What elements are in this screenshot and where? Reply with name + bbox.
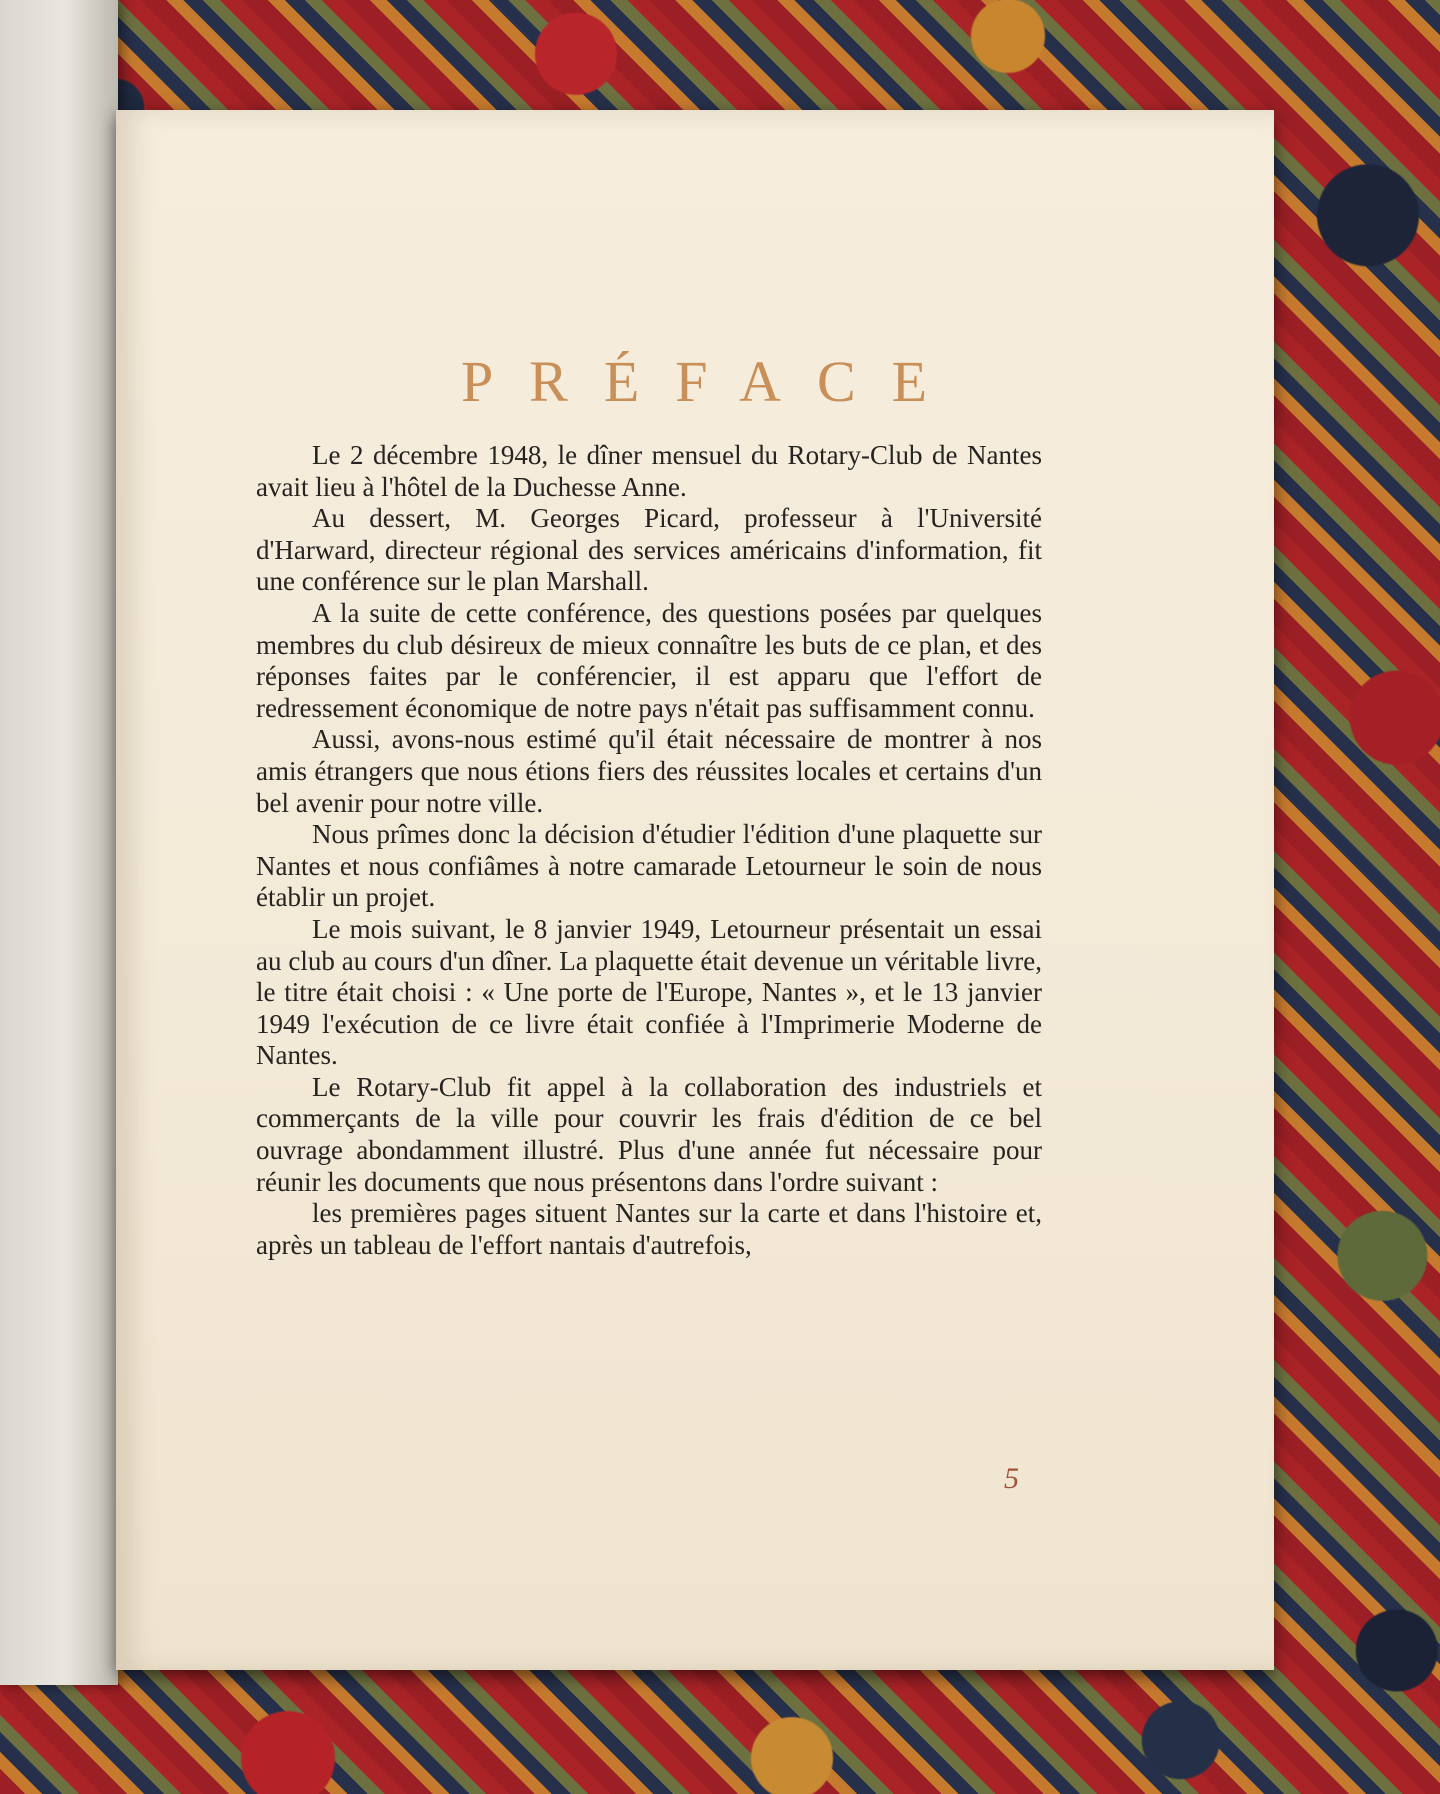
paragraph-8: les premières pages situent Nantes sur la carte et dans l'histoire et, après un tableau de l'effort nantais d'autrefois, [256, 1198, 1042, 1260]
preface-body [256, 440, 1042, 1261]
paragraph-1: Le 2 décembre 1948, le dîner mensuel du Rotary-Club de Nantes avait lieu à l'hôtel de la Duchesse Anne. [256, 440, 1042, 502]
paragraph-6: Le mois suivant, le 8 janvier 1949, Letourneur présentait un essai au club au cours d'un dîner. La plaquette était devenue un véritable livre, le titre était choisi : « Une porte de l'Europe, Nantes », et le 13 janvier 1949 l'exécution de ce livre était confiée à l'Imprimerie Moderne de Nantes. [256, 913, 1042, 1071]
paragraph-2: Au dessert, M. Georges Picard, professeur à l'Université d'Harward, directeur régional des services américains d'information, fit une conférence sur le plan Marshall. [256, 503, 1042, 597]
book-page [116, 110, 1274, 1670]
paragraph-7: Le Rotary-Club fit appel à la collaboration des industriels et commerçants de la ville pour couvrir les frais d'édition de ce bel ouvrage abondamment illustré. Plus d'une année fut nécessaire pour réunir les documents que nous présentons dans l'ordre suivant : [256, 1071, 1042, 1197]
facing-page [0, 0, 118, 1685]
page-number: 5 [1004, 1462, 1019, 1495]
paragraph-3: A la suite de cette conférence, des questions posées par quelques membres du club désireux de mieux connaître les buts de ce plan, et des réponses faites par le conférencier, il est apparu que l'effort de redressement économique de notre pays n'était pas suffisamment connu. [256, 597, 1042, 723]
paragraph-4: Aussi, avons-nous estimé qu'il était nécessaire de montrer à nos amis étrangers que nous étions fiers des réussites locales et certains d'un bel avenir pour notre ville. [256, 724, 1042, 818]
page-title: PRÉFACE [460, 349, 964, 414]
paragraph-5: Nous prîmes donc la décision d'étudier l'édition d'une plaquette sur Nantes et nous confiâmes à notre camarade Letourneur le soin de nous établir un projet. [256, 819, 1042, 913]
